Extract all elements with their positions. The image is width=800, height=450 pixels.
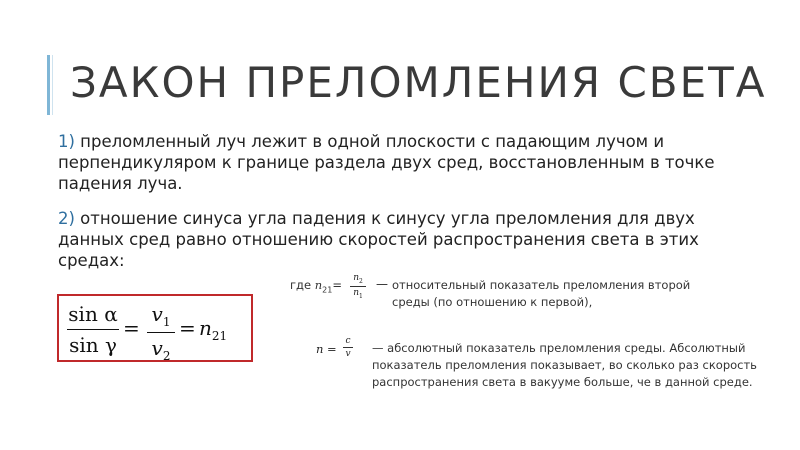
absolute-index-fraction: c v bbox=[343, 336, 353, 359]
snell-formula-box bbox=[57, 294, 253, 362]
dash: — bbox=[376, 277, 388, 291]
sin-alpha: sin α bbox=[68, 302, 118, 326]
law-point-2 bbox=[58, 208, 758, 271]
point-2-text: отношение синуса угла падения к синусу угла преломления для двух данных сред равно отношению скоростей распространения света в этих средах: bbox=[58, 209, 699, 270]
relative-index-label: где $n_{21}=$ bbox=[290, 278, 342, 295]
v2: $v_2$ bbox=[151, 336, 171, 363]
absolute-index-symbol: n = bbox=[316, 342, 337, 356]
fraction-line bbox=[67, 329, 119, 330]
absolute-index-description: — абсолютный показатель преломления среды. Абсолютный показатель преломления показывает, во сколько раз скорость распространения света в вакууме больше, че в данной среде. bbox=[372, 341, 757, 389]
slide-title: ЗАКОН ПРЕЛОМЛЕНИЯ СВЕТА bbox=[70, 58, 767, 107]
equals-sign: = bbox=[123, 316, 140, 340]
sin-gamma: sin γ bbox=[69, 333, 117, 357]
accent-bar-light bbox=[52, 55, 53, 115]
n21-symbol: $n_{21}$ bbox=[199, 316, 228, 343]
point-1-text: преломленный луч лежит в одной плоскости с падающим лучом и перпендикуляром к границе раздела двух сред, восстановленным в точке падения луча. bbox=[58, 132, 715, 193]
equals-sign: = bbox=[179, 316, 196, 340]
relative-index-description: относительный показатель преломления второй среды (по отношению к первой), bbox=[392, 278, 691, 309]
point-2-number: 2) bbox=[58, 209, 75, 228]
v1: $v_1$ bbox=[151, 302, 171, 329]
relative-index-fraction: $n_2$ $n_1$ bbox=[350, 273, 366, 300]
fraction-line bbox=[147, 332, 175, 333]
accent-bar bbox=[47, 55, 50, 115]
point-1-number: 1) bbox=[58, 132, 75, 151]
law-point-1 bbox=[58, 131, 758, 194]
velocity-ratio-fraction bbox=[147, 302, 175, 363]
sine-ratio-fraction bbox=[67, 302, 119, 357]
